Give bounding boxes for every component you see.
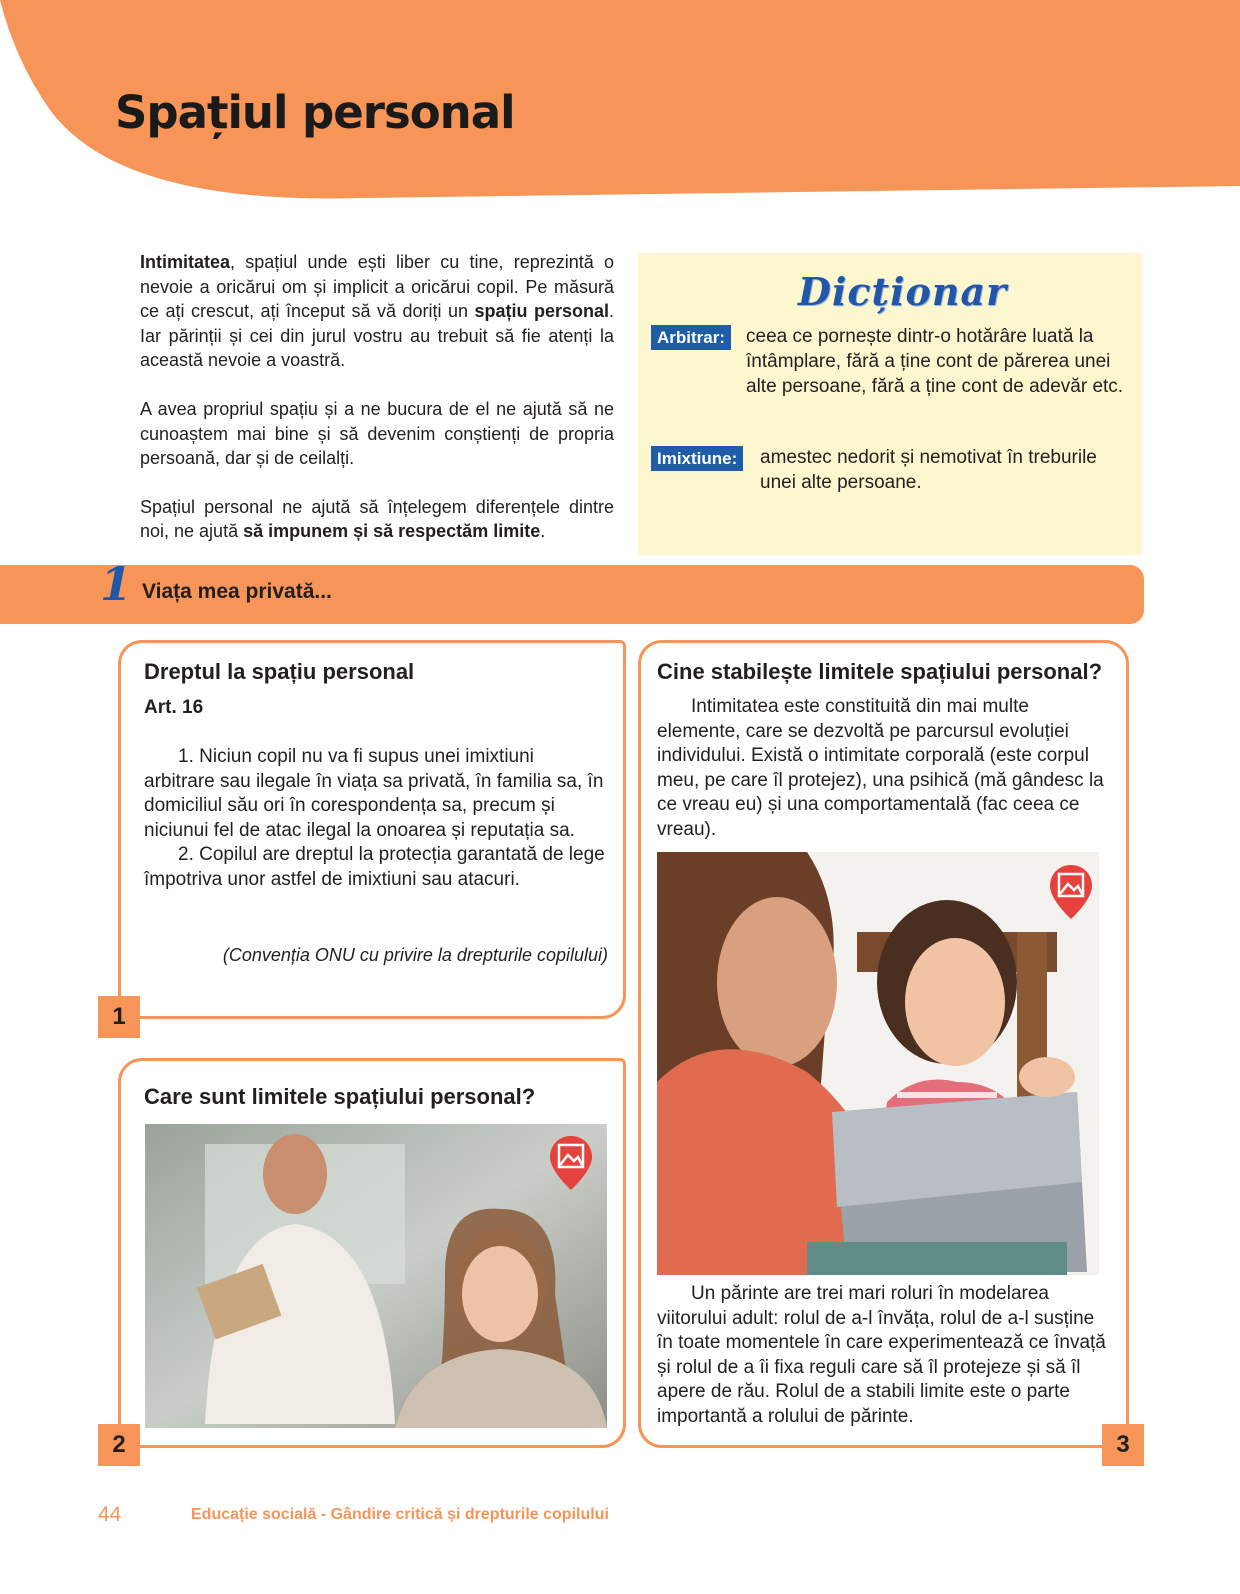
intro-paragraph-3 <box>140 495 614 544</box>
card-1-article: Art. 16 <box>144 697 204 718</box>
text-run: , spațiul unde ești liber cu tine, reprezintă o nevoie a oricărui om și implicit a oricărui copil. Pe măsură ce ați crescut, ați început să vă doriți un <box>140 252 614 322</box>
text-run: . <box>540 521 546 542</box>
card-3-paragraph-1: Intimitatea este constituită din mai multe elemente, care se dezvoltă pe parcursul evoluției individului. Există o intimitate corporală (este corpul meu, pe care îl protejez), una psihică (mă gândesc la ce vreau eu) și una comportamentală (fac ceea ce vreau). <box>657 696 1104 840</box>
intro-text <box>140 250 614 568</box>
card-1-paragraph-1: 1. Niciun copil nu va fi supus unei imixtiuni arbitrare sau ilegale în viața sa privată, în familia sa, în domiciliul său ori în corespondența sa, precum și niciunui fel de atac ilegal la onoarea și reputația sa. <box>144 746 604 841</box>
card-1-title: Dreptul la spațiu personal <box>144 659 415 684</box>
dictionary-title: Dicționar <box>798 269 1008 314</box>
section-number: 1 <box>100 557 133 611</box>
photo-mother-daughter-book <box>145 1124 607 1428</box>
card-3-text-1 <box>657 695 1107 842</box>
card-3-paragraph-2: Un părinte are trei mari roluri în modelarea viitorului adult: rolul de a-l învăța, rolul de a-l susține în toate momentele în care experimentează ce învață și rolul de a îi fixa reguli care să îl protejeze și să îl apere de rău. Rolul de a stabili limite este o parte importantă a rolului de părinte. <box>657 1283 1106 1427</box>
dictionary-definition: amestec nedorit și nemotivat în treburile unei alte persoane. <box>760 447 1097 493</box>
intro-paragraph-2: A avea propriul spațiu și a ne bucura de el ne ajută să ne cunoaștem mai bine și să devenim conștienți de propria persoană, dar și de ceilalți. <box>140 398 614 469</box>
bold-term: Intimitatea <box>140 252 231 272</box>
page-number: 44 <box>98 1503 122 1526</box>
footer-book-title: Educație socială - Gândire critică și drepturile copilului <box>191 1506 609 1523</box>
page-title: Spațiul personal <box>115 86 515 139</box>
text-run: Spațiul personal ne ajută să înțelegem diferențele dintre noi, ne ajută <box>140 496 614 542</box>
dictionary-box <box>638 253 1142 555</box>
bold-term: spațiu personal <box>474 301 609 322</box>
card-1-paragraph-2: 2. Copilul are dreptul la protecția garantată de lege împotriva unor astfel de imixtiuni sau atacuri. <box>144 844 605 890</box>
dictionary-term: Arbitrar: <box>651 325 731 350</box>
card-3-number: 3 <box>1102 1424 1144 1466</box>
intro-paragraph-1 <box>140 250 614 373</box>
card-1-text <box>144 745 608 892</box>
dictionary-definition: ceea ce pornește dintr-o hotărâre luată la întâmplare, fără a ține cont de părerea unei alte persoane, fără a ține cont de adevăr etc. <box>746 326 1124 397</box>
card-2-title: Care sunt limitele spațiului personal? <box>144 1084 536 1109</box>
card-3-title: Cine stabilește limitele spațiului personal? <box>657 659 1103 684</box>
image-pin-icon[interactable] <box>1048 863 1094 921</box>
card-2-number: 2 <box>98 1424 140 1466</box>
section-title: Viața mea privată... <box>142 580 332 603</box>
image-pin-icon[interactable] <box>548 1134 594 1192</box>
card-3-text-2 <box>657 1282 1107 1429</box>
text-run: . Iar părinții și cei din jurul vostru au trebuit să fie atenți la această nevoie a voastră. <box>140 301 614 371</box>
card-1-number: 1 <box>98 996 140 1038</box>
photo-mother-daughter-laptop <box>657 852 1099 1275</box>
bold-term: să impunem și să respectăm limite <box>243 521 541 542</box>
card-1-source: (Convenția ONU cu privire la drepturile copilului) <box>222 945 608 965</box>
dictionary-term: Imixtiune: <box>651 446 743 471</box>
